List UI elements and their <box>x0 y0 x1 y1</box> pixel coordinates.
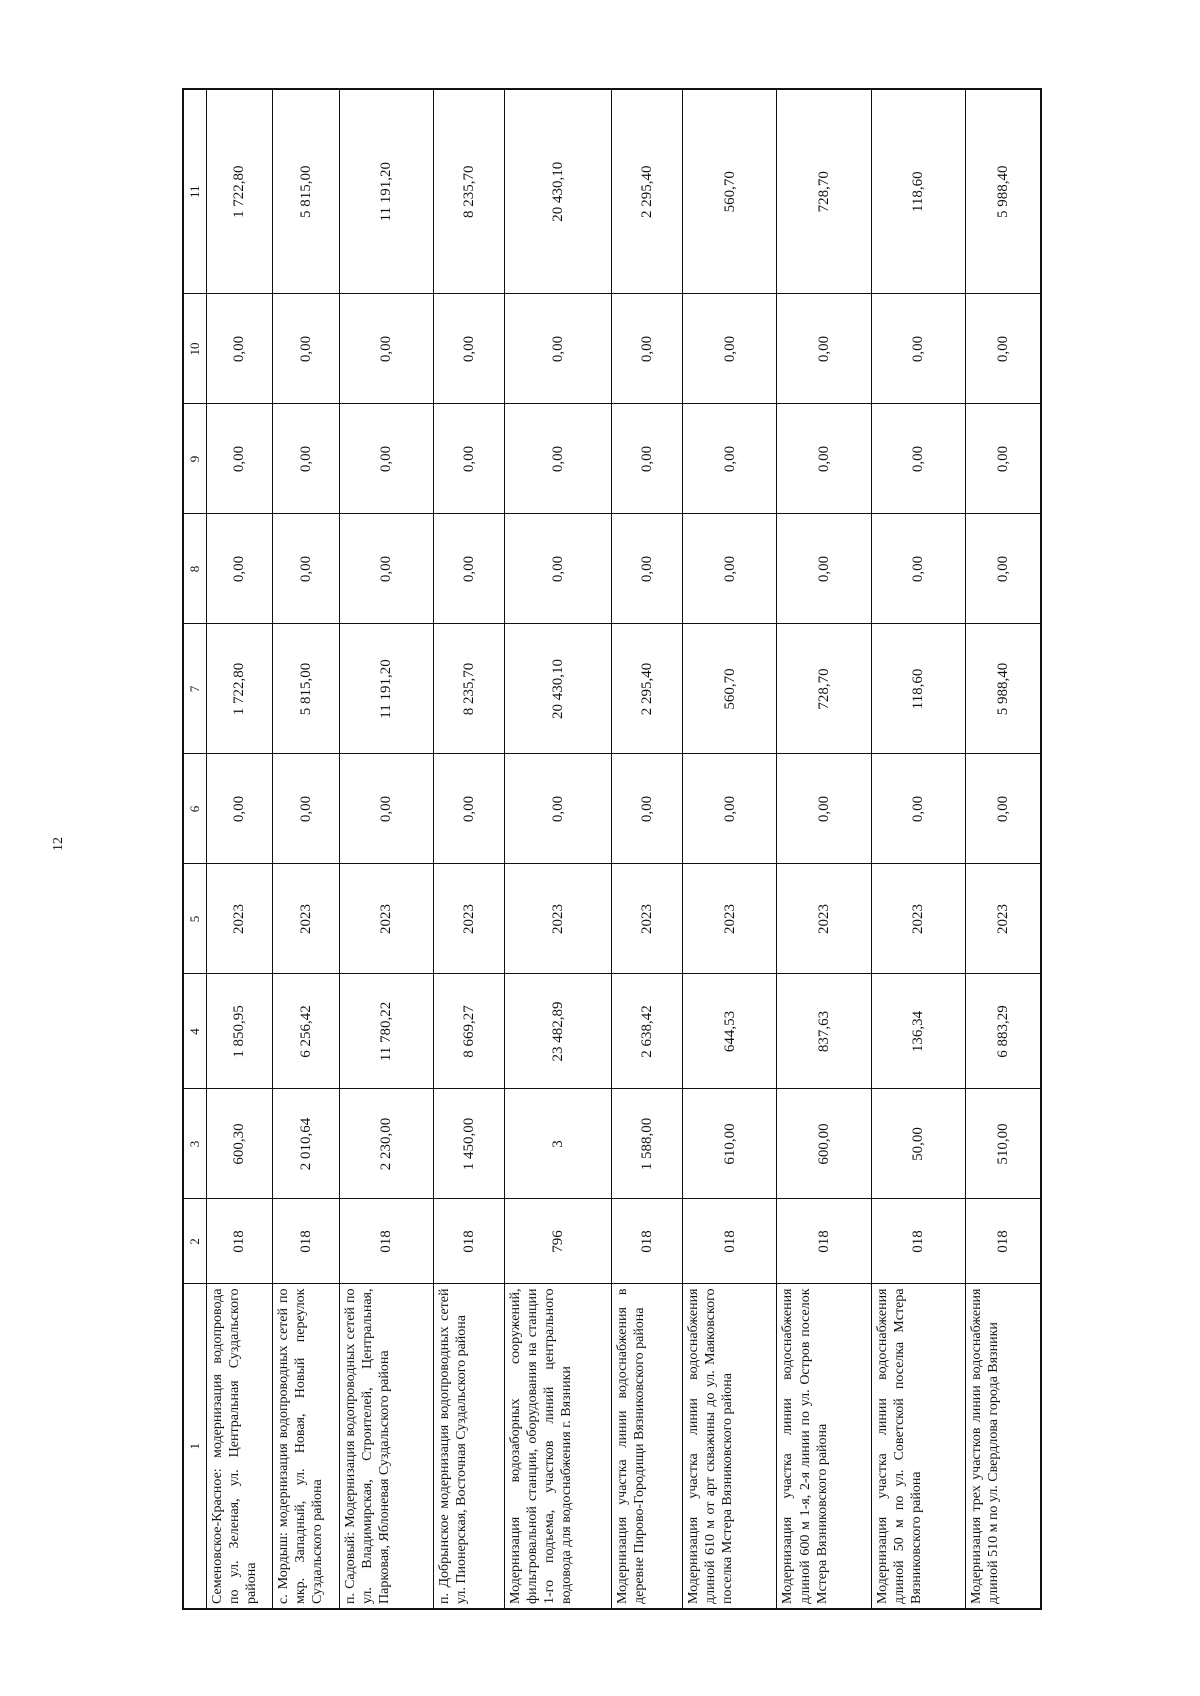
table-cell: 2023 <box>966 864 1041 974</box>
table-row <box>777 89 871 1609</box>
table-cell: 20 430,10 <box>504 624 611 754</box>
column-header: 11 <box>183 89 206 294</box>
column-header: 5 <box>183 864 206 974</box>
table-cell: 0,00 <box>339 404 433 514</box>
table-cell: 2023 <box>434 864 505 974</box>
table-cell: 0,00 <box>777 514 871 624</box>
row-description: Модернизация участка линии водоснабжения длиной 600 м 1-я, 2-я линии по ул. Остров поселок Мстера Вязниковского района <box>777 1284 871 1609</box>
table-cell: 2 295,40 <box>612 624 683 754</box>
table-row <box>683 89 777 1609</box>
row-description: Модернизация участка линии водоснабжения длиной 50 м по ул. Советской поселка Мстера Вязниковского района <box>871 1284 965 1609</box>
table-cell: 0,00 <box>871 514 965 624</box>
table-cell: 0,00 <box>434 404 505 514</box>
table-cell: 0,00 <box>966 404 1041 514</box>
table-cell: 2023 <box>871 864 965 974</box>
table-cell: 2023 <box>777 864 871 974</box>
table-cell: 1 722,80 <box>206 89 273 294</box>
table-cell: 2 295,40 <box>612 89 683 294</box>
table-row <box>273 89 340 1609</box>
table-cell: 2 638,42 <box>612 974 683 1089</box>
table-cell: 0,00 <box>273 514 340 624</box>
table-cell: 118,60 <box>871 89 965 294</box>
table-cell: 0,00 <box>339 754 433 864</box>
table-cell: 1 588,00 <box>612 1089 683 1199</box>
table-cell: 0,00 <box>612 294 683 404</box>
table-cell: 0,00 <box>683 404 777 514</box>
table-row <box>434 89 505 1609</box>
table-cell: 728,70 <box>777 89 871 294</box>
table-cell: 23 482,89 <box>504 974 611 1089</box>
header-row <box>183 89 206 1609</box>
table-cell: 2 230,00 <box>339 1089 433 1199</box>
table-cell: 0,00 <box>504 294 611 404</box>
table-cell: 600,30 <box>206 1089 273 1199</box>
row-description: Модернизация водозаборных сооружений, фильтровальной станции, оборудования на станции 1-го подъема, участков линий центрального водовода для водоснабжения г. Вязники <box>504 1284 611 1609</box>
table-cell: 5 815,00 <box>273 624 340 754</box>
column-header: 9 <box>183 404 206 514</box>
table-cell: 8 669,27 <box>434 974 505 1089</box>
column-header: 8 <box>183 514 206 624</box>
row-description: Модернизация участка линии водоснабжения в деревне Пирово-Городищи Вязниковского района <box>612 1284 683 1609</box>
table-cell: 0,00 <box>206 294 273 404</box>
table-cell: 0,00 <box>206 514 273 624</box>
row-description: Семеновское-Красное: модернизация водопровода по ул. Зеленая, ул. Центральная Суздальского района <box>206 1284 273 1609</box>
data-table <box>182 88 1042 1610</box>
row-description: с. Мордыш: модернизация водопроводных сетей по мкр. Западный, ул. Новая, Новый переулок Суздальского района <box>273 1284 340 1609</box>
table-cell: 600,00 <box>777 1089 871 1199</box>
table-row <box>504 89 611 1609</box>
row-description: Модернизация трех участков линии водоснабжения длиной 510 м по ул. Свердлова города Вязники <box>966 1284 1041 1609</box>
table-cell: 5 815,00 <box>273 89 340 294</box>
table-cell: 2 010,64 <box>273 1089 340 1199</box>
table-cell: 6 256,42 <box>273 974 340 1089</box>
table-cell: 0,00 <box>871 294 965 404</box>
table-cell: 1 450,00 <box>434 1089 505 1199</box>
table-cell: 018 <box>434 1199 505 1284</box>
table-cell: 018 <box>339 1199 433 1284</box>
table-cell: 018 <box>966 1199 1041 1284</box>
table-cell: 11 780,22 <box>339 974 433 1089</box>
table-cell: 018 <box>683 1199 777 1284</box>
table-row <box>206 89 273 1609</box>
table-cell: 0,00 <box>206 404 273 514</box>
table-cell: 0,00 <box>966 514 1041 624</box>
table-cell: 0,00 <box>612 514 683 624</box>
column-header: 1 <box>183 1284 206 1609</box>
column-header: 2 <box>183 1199 206 1284</box>
column-header: 4 <box>183 974 206 1089</box>
table-cell: 0,00 <box>966 294 1041 404</box>
table-cell: 2023 <box>612 864 683 974</box>
table-cell: 0,00 <box>339 294 433 404</box>
table-cell: 0,00 <box>683 754 777 864</box>
page-number: 12 <box>51 837 66 851</box>
column-header: 10 <box>183 294 206 404</box>
table-cell: 560,70 <box>683 89 777 294</box>
table-cell: 2023 <box>273 864 340 974</box>
table-cell: 11 191,20 <box>339 624 433 754</box>
table-cell: 0,00 <box>777 294 871 404</box>
table-cell: 2023 <box>206 864 273 974</box>
table-cell: 2023 <box>683 864 777 974</box>
table-cell: 2023 <box>504 864 611 974</box>
table-cell: 8 235,70 <box>434 89 505 294</box>
table-cell: 796 <box>504 1199 611 1284</box>
table-cell: 5 988,40 <box>966 624 1041 754</box>
table-row <box>871 89 965 1609</box>
table-cell: 018 <box>206 1199 273 1284</box>
table-cell: 0,00 <box>434 514 505 624</box>
column-header: 3 <box>183 1089 206 1199</box>
table-cell: 018 <box>612 1199 683 1284</box>
table-cell: 11 191,20 <box>339 89 433 294</box>
table-cell: 728,70 <box>777 624 871 754</box>
table-cell: 560,70 <box>683 624 777 754</box>
table-cell: 2023 <box>339 864 433 974</box>
table-cell: 0,00 <box>777 404 871 514</box>
table-cell: 20 430,10 <box>504 89 611 294</box>
table-cell: 0,00 <box>504 754 611 864</box>
table-cell: 50,00 <box>871 1089 965 1199</box>
table-cell: 0,00 <box>871 404 965 514</box>
table-cell: 8 235,70 <box>434 624 505 754</box>
table-cell: 0,00 <box>871 754 965 864</box>
table-cell: 136,34 <box>871 974 965 1089</box>
table-cell: 510,00 <box>966 1089 1041 1199</box>
table-cell: 0,00 <box>273 754 340 864</box>
table-cell: 1 850,95 <box>206 974 273 1089</box>
table-cell: 0,00 <box>339 514 433 624</box>
row-description: Модернизация участка линии водоснабжения длиной 610 м от арт скважины до ул. Маяковского поселка Мстера Вязниковского района <box>683 1284 777 1609</box>
table-cell: 0,00 <box>273 404 340 514</box>
table-cell: 644,53 <box>683 974 777 1089</box>
table-cell: 0,00 <box>612 404 683 514</box>
table-cell: 018 <box>871 1199 965 1284</box>
row-description: п. Садовый: Модернизация водопроводных сетей по ул. Владимирская, Строителей, Центральная, Парковая, Яблоневая Суздальского района <box>339 1284 433 1609</box>
table-cell: 610,00 <box>683 1089 777 1199</box>
column-header: 7 <box>183 624 206 754</box>
table-cell: 0,00 <box>504 514 611 624</box>
row-description: п. Добрынское модернизация водопроводных сетей ул. Пионерская, Восточная Суздальского района <box>434 1284 505 1609</box>
table-cell: 0,00 <box>612 754 683 864</box>
table-cell: 837,63 <box>777 974 871 1089</box>
table-cell: 018 <box>273 1199 340 1284</box>
table-cell: 0,00 <box>434 294 505 404</box>
table-container <box>182 90 1042 1610</box>
table-cell: 0,00 <box>683 514 777 624</box>
table-cell: 118,60 <box>871 624 965 754</box>
table-cell: 3 <box>504 1089 611 1199</box>
table-cell: 0,00 <box>504 404 611 514</box>
table-row <box>339 89 433 1609</box>
table-cell: 0,00 <box>273 294 340 404</box>
table-cell: 0,00 <box>777 754 871 864</box>
table-cell: 0,00 <box>966 754 1041 864</box>
table-cell: 5 988,40 <box>966 89 1041 294</box>
table-cell: 0,00 <box>683 294 777 404</box>
table-cell: 1 722,80 <box>206 624 273 754</box>
table-cell: 018 <box>777 1199 871 1284</box>
column-header: 6 <box>183 754 206 864</box>
table-row <box>966 89 1041 1609</box>
table-cell: 6 883,29 <box>966 974 1041 1089</box>
table-row <box>612 89 683 1609</box>
table-cell: 0,00 <box>206 754 273 864</box>
table-cell: 0,00 <box>434 754 505 864</box>
